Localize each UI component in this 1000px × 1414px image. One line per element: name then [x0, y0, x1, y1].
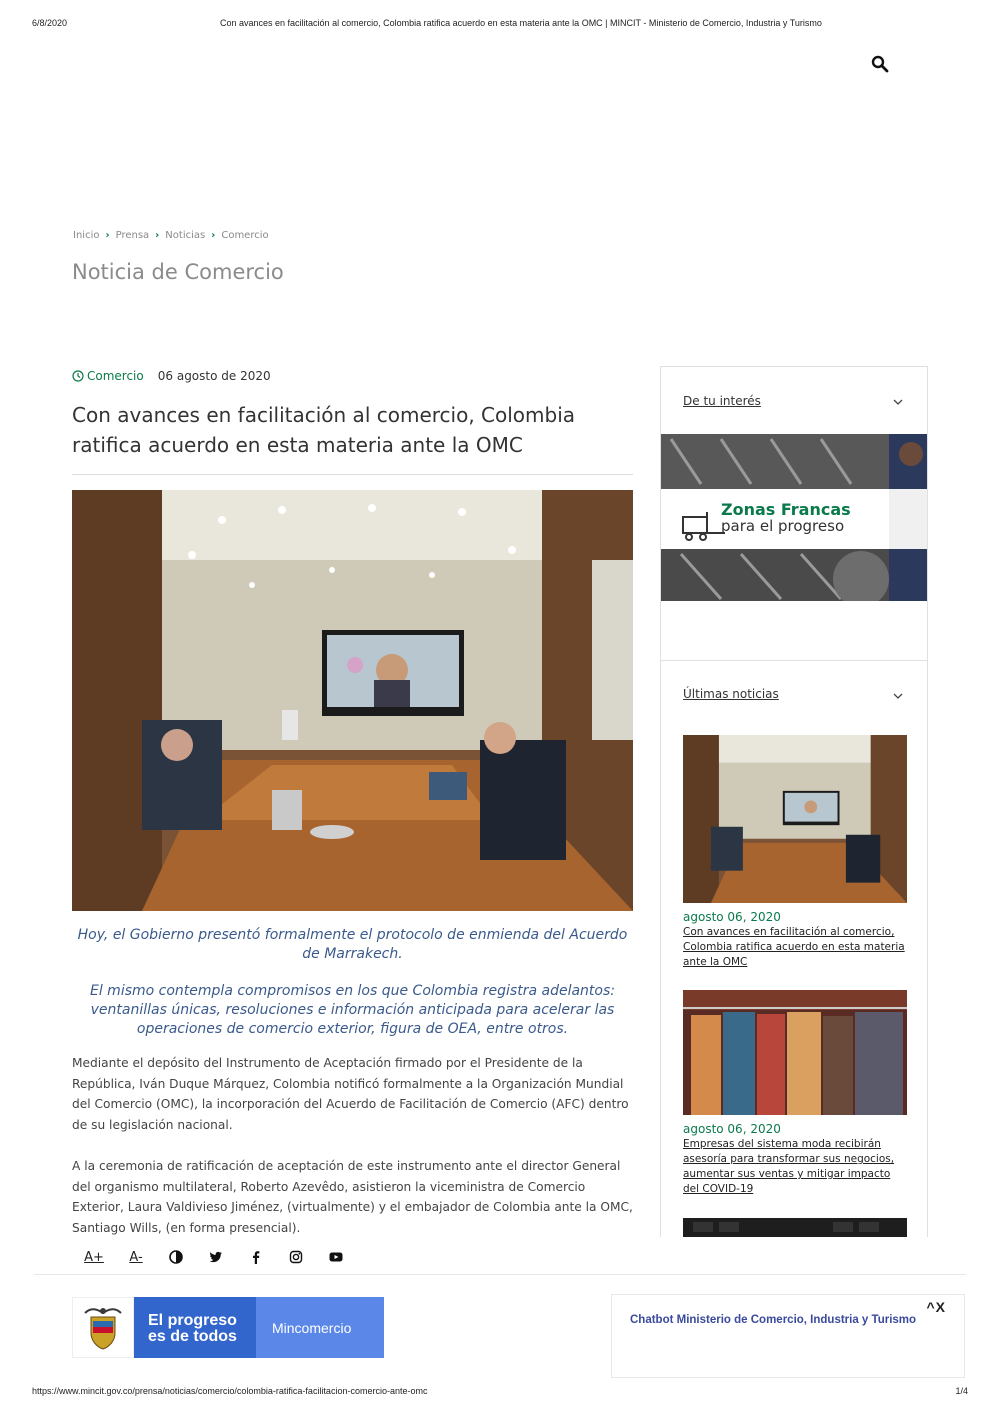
- instagram-share-button[interactable]: [276, 1245, 316, 1269]
- article-date: 06 agosto de 2020: [157, 369, 271, 383]
- chevron-right-icon: ›: [105, 230, 110, 241]
- breadcrumb-prensa[interactable]: Prensa: [115, 230, 150, 241]
- banner-line1: Zonas Francas: [721, 500, 851, 519]
- zonas-francas-image: [661, 434, 928, 601]
- contrast-icon: [169, 1250, 183, 1264]
- article-photo: [72, 490, 633, 911]
- article-paragraph-2: A la ceremonia de ratificación de aceptación de este instrumento ante el director General del organismo multilateral, Roberto Azevêdo, asistieron la viceministra de Comercio Exterior, Laura Valdivieso Jiménez, (virtualmente) y el embajador de Colombia ante la OMC, Santiago Wills, (en forma presencial).: [72, 1159, 633, 1235]
- category-label: Comercio: [87, 369, 144, 383]
- news-thumbnail: [683, 735, 907, 903]
- news-date: agosto 06, 2020: [683, 910, 781, 924]
- article-headline: Con avances en facilitación al comercio, Colombia ratifica acuerdo en esta materia ante la OMC: [72, 403, 576, 457]
- divider: [34, 1274, 966, 1275]
- news-item[interactable]: [683, 990, 907, 1197]
- category-link[interactable]: [72, 369, 144, 383]
- increase-font-button[interactable]: A+: [84, 1249, 104, 1265]
- banner-line2: para el progreso: [721, 517, 845, 535]
- sidebar: [660, 366, 928, 1237]
- divider: [661, 660, 927, 661]
- print-url: https://www.mincit.gov.co/prensa/noticias/comercio/colombia-ratifica-facilitacion-comercio-ante-omc: [32, 1386, 428, 1396]
- news-date: agosto 06, 2020: [683, 1122, 781, 1136]
- zonas-francas-banner[interactable]: [661, 434, 928, 601]
- news-thumbnail: [683, 990, 907, 1115]
- youtube-share-button[interactable]: [316, 1245, 356, 1269]
- chevron-down-icon[interactable]: [893, 691, 903, 701]
- news-thumbnail: [683, 1218, 907, 1237]
- chevron-right-icon: ›: [155, 230, 160, 241]
- chatbot-label[interactable]: Chatbot Ministerio de Comercio, Industria y Turismo: [630, 1314, 917, 1326]
- contrast-button[interactable]: [156, 1245, 196, 1269]
- slogan: [134, 1297, 256, 1358]
- search-icon[interactable]: [871, 55, 889, 73]
- clock-icon: [72, 370, 84, 382]
- article-summary: El mismo contempla compromisos en los que Colombia registra adelantos: ventanillas únicas, resoluciones e información anticipada para acelerar las operaciones de comercio exterior, figura de OEA, entre otros.: [90, 983, 615, 1037]
- news-title-link[interactable]: Empresas del sistema moda recibirán asesoría para transformar sus negocios, aumentar sus ventas y mitigar impacto del COVID-19: [683, 1138, 895, 1195]
- chatbot-widget[interactable]: [611, 1294, 965, 1378]
- decrease-font-button[interactable]: A-: [129, 1249, 143, 1265]
- facebook-share-button[interactable]: [236, 1245, 276, 1269]
- print-doc-title: Con avances en facilitación al comercio, Colombia ratifica acuerdo en esta materia ante la OMC | MINCIT - Ministerio de Comercio, Industria y Turismo: [220, 18, 822, 28]
- breadcrumb-inicio[interactable]: Inicio: [73, 230, 100, 241]
- instagram-icon: [289, 1250, 303, 1264]
- print-page-number: 1/4: [955, 1386, 968, 1396]
- accessibility-toolbar: [72, 1245, 356, 1269]
- de-tu-interes-toggle[interactable]: De tu interés: [683, 394, 761, 408]
- ultimas-noticias-toggle[interactable]: Últimas noticias: [683, 687, 779, 701]
- slogan-line2: es de todos: [148, 1328, 237, 1345]
- twitter-share-button[interactable]: [196, 1245, 236, 1269]
- page-title: Noticia de Comercio: [72, 260, 284, 284]
- news-item[interactable]: [683, 1218, 907, 1237]
- print-date: 6/8/2020: [32, 18, 68, 28]
- news-title-link[interactable]: Con avances en facilitación al comercio, Colombia ratifica acuerdo en esta materia ante la OMC: [683, 926, 905, 968]
- chatbot-controls[interactable]: ^X: [926, 1299, 946, 1315]
- slogan-line1: El progreso: [148, 1312, 237, 1329]
- facebook-icon: [249, 1250, 263, 1264]
- youtube-icon: [329, 1250, 343, 1264]
- colombia-crest-icon: [72, 1297, 134, 1358]
- chevron-right-icon: ›: [211, 230, 216, 241]
- breadcrumb-noticias[interactable]: Noticias: [165, 230, 206, 241]
- ministry-name: Mincomercio: [256, 1297, 384, 1358]
- breadcrumb: [73, 230, 269, 241]
- twitter-icon: [209, 1250, 223, 1264]
- article-meta: [72, 369, 271, 383]
- photo-caption: Hoy, el Gobierno presentó formalmente el protocolo de enmienda del Acuerdo de Marrakech.: [77, 927, 628, 962]
- chevron-down-icon[interactable]: [893, 397, 903, 407]
- gov-banner[interactable]: [72, 1297, 384, 1358]
- divider: [72, 474, 633, 475]
- breadcrumb-comercio[interactable]: Comercio: [221, 230, 269, 241]
- article-paragraph-1: Mediante el depósito del Instrumento de Aceptación firmado por el Presidente de la República, Iván Duque Márquez, Colombia notificó formalmente a la Organización Mundial del Comercio (OMC), la incorporación del Acuerdo de Facilitación de Comercio (AFC) dentro de su legislación nacional.: [72, 1056, 629, 1132]
- news-item[interactable]: [683, 735, 907, 970]
